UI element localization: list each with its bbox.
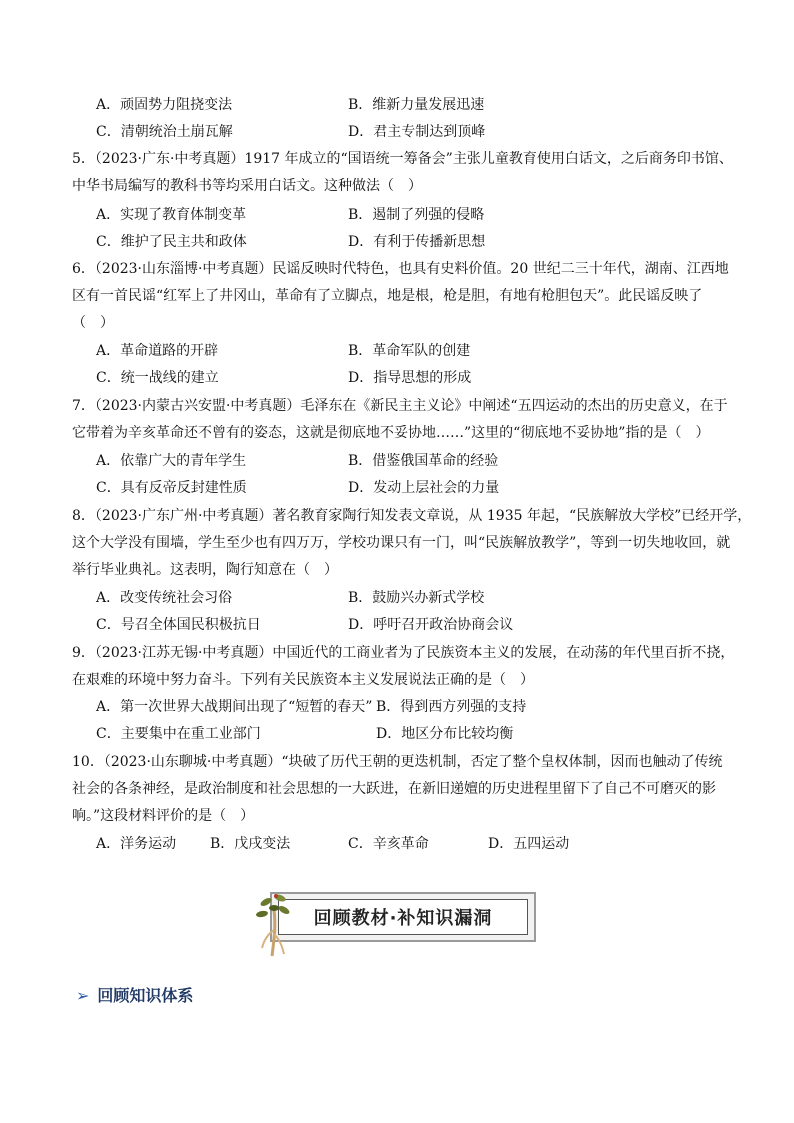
q10-option-d: D．五四运动 [488, 836, 570, 852]
q10-option-c: C．辛亥革命 [348, 836, 429, 852]
q6-option-a: A．革命道路的开辟 [96, 343, 219, 359]
q6-option-c: C．统一战线的建立 [96, 370, 219, 386]
banner-frame [270, 892, 536, 942]
q5-option-d: D．有利于传播新思想 [348, 234, 486, 250]
q5-stem-line-2: 中华书局编写的教科书等均采用白话文。这种做法（ ） [72, 178, 422, 194]
q7-option-d: D．发动上层社会的力量 [348, 480, 500, 496]
q9-option-c: C．主要集中在重工业部门 [96, 726, 261, 742]
q8-stem-line-3: 举行毕业典礼。这表明，陶行知意在（ ） [72, 562, 338, 578]
q8-stem-line-2: 这个大学没有围墙，学生至少也有四万万，学校功课只有一门，叫“民族解放教学”，等到一切失地收回，就 [72, 535, 731, 551]
q7-stem-line-2: 它带着为辛亥革命还不曾有的姿态，这就是彻底地不妥协地……”这里的“彻底地不妥协地”指的是（ ） [72, 425, 710, 441]
q6-stem-line-3: （ ） [72, 315, 114, 331]
q5-option-b: B．遏制了列强的侵略 [348, 207, 485, 223]
q10-option-b: B．戊戌变法 [210, 836, 291, 852]
q7-stem-line-1: 7．（2023·内蒙古兴安盟·中考真题）毛泽东在《新民主主义论》中阐述“五四运动的杰出的历史意义，在于 [72, 398, 728, 414]
chevron-right-icon: ➢ [76, 986, 90, 1005]
q8-option-b: B．鼓励兴办新式学校 [348, 590, 485, 606]
q10-stem-line-2: 社会的各条神经，是政治制度和社会思想的一大跃进，在新旧递嬗的历史进程里留下了自己不可磨灭的影 [72, 781, 716, 797]
q5-option-c: C．维护了民主共和政体 [96, 234, 247, 250]
q10-option-a: A．洋务运动 [96, 836, 177, 852]
q8-option-a: A．改变传统社会习俗 [96, 590, 233, 606]
q9-stem-line-2: 在艰难的环境中努力奋斗。下列有关民族资本主义发展说法正确的是（ ） [72, 672, 534, 688]
q8-option-c: C．号召全体国民积极抗日 [96, 617, 261, 633]
q9-option-b: B．得到西方列强的支持 [376, 699, 527, 715]
q6-stem-line-1: 6．（2023·山东淄博·中考真题）民谣反映时代特色，也具有史料价值。20 世纪二三十年代，湖南、江西地 [72, 261, 729, 277]
q9-stem-line-1: 9．（2023·江苏无锡·中考真题）中国近代的工商业者为了民族资本主义的发展，在动荡的年代里百折不挠， [72, 645, 735, 661]
q10-stem-line-3: 响。”这段材料评价的是（ ） [72, 808, 255, 824]
q7-option-a: A．依靠广大的青年学生 [96, 453, 247, 469]
herb-sprig-icon [252, 890, 300, 958]
q8-stem-line-1: 8．（2023·广东广州·中考真题）著名教育家陶行知发表文章说，从 1935 年起，“民族解放大学校”已经开学， [72, 508, 752, 524]
q6-option-b: B．革命军队的创建 [348, 343, 471, 359]
q6-option-d: D．指导思想的形成 [348, 370, 472, 386]
q4-option-c: C．清朝统治土崩瓦解 [96, 124, 233, 140]
q9-option-d: D．地区分布比较均衡 [376, 726, 514, 742]
q8-option-d: D．呼吁召开政治协商会议 [348, 617, 514, 633]
banner-title: 回顾教材·补知识漏洞 [278, 899, 528, 935]
q7-option-b: B．借鉴俄国革命的经验 [348, 453, 499, 469]
q7-option-c: C．具有反帝反封建性质 [96, 480, 247, 496]
section-title: 回顾知识体系 [97, 986, 194, 1005]
q5-stem-line-1: 5．（2023·广东·中考真题）1917 年成立的“国语统一筹备会”主张儿童教育使用白话文，之后商务印书馆、 [72, 151, 733, 167]
section-banner [252, 890, 544, 950]
q4-option-d: D．君主专制达到顶峰 [348, 124, 486, 140]
q6-stem-line-2: 区有一首民谣“红军上了井冈山，革命有了立脚点，地是根，枪是胆，有地有枪胆包天”。此民谣反映了 [72, 288, 703, 304]
q4-option-a: A．顽固势力阻挠变法 [96, 97, 233, 113]
section-heading [76, 985, 193, 1007]
q4-option-b: B．维新力量发展迅速 [348, 97, 485, 113]
q10-stem-line-1: 10．（2023·山东聊城·中考真题）“块破了历代王朝的更迭机制，否定了整个皇权体制，因而也触动了传统 [72, 754, 723, 770]
q5-option-a: A．实现了教育体制变革 [96, 207, 247, 223]
q9-option-a: A．第一次世界大战期间出现了“短暂的春天” [96, 699, 373, 715]
